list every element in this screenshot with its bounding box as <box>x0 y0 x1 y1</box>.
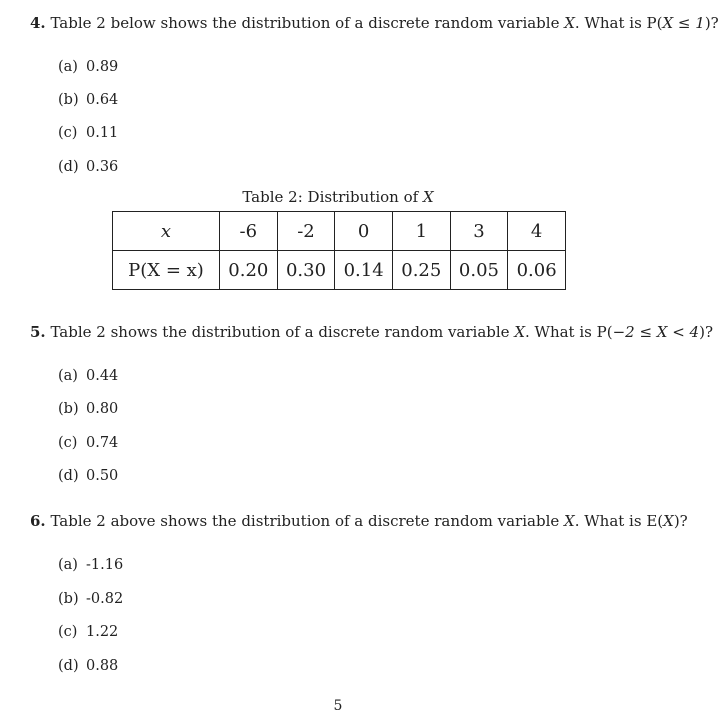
question-text: Table 2 shows the distribution of a discrete random variable <box>50 323 515 341</box>
page-number: 5 <box>333 698 343 714</box>
table-cell: -2 <box>277 212 335 251</box>
question-5 <box>30 323 713 341</box>
option-c: (c) 1.22 <box>58 624 119 640</box>
question-number: 6. <box>30 512 46 530</box>
option-b: (b) -0.82 <box>58 591 124 607</box>
variable: X <box>564 512 575 530</box>
question-text: )? <box>673 512 688 530</box>
variable: X <box>514 323 525 341</box>
table-cell: 0.14 <box>335 251 393 290</box>
table-cell: 0.30 <box>277 251 335 290</box>
math-expression: X <box>663 512 674 530</box>
option-d: (d) 0.36 <box>58 159 119 175</box>
question-text: )? <box>699 323 714 341</box>
option-d: (d) 0.50 <box>58 468 119 484</box>
option-d: (d) 0.88 <box>58 658 119 674</box>
row-header-x: x <box>113 212 220 251</box>
table-cell: 0.20 <box>220 251 278 290</box>
table-cell: 1 <box>392 212 450 251</box>
table-cell: 0.25 <box>392 251 450 290</box>
table-cell: -6 <box>220 212 278 251</box>
option-c: (c) 0.74 <box>58 435 119 451</box>
option-b: (b) 0.64 <box>58 92 119 108</box>
distribution-table <box>112 211 566 290</box>
question-text: )? <box>704 14 719 32</box>
question-number: 4. <box>30 14 46 32</box>
table-row <box>113 212 566 251</box>
option-a: (a) 0.89 <box>58 59 119 75</box>
option-b: (b) 0.80 <box>58 401 119 417</box>
question-4 <box>30 14 719 32</box>
question-text: Table 2 below shows the distribution of a discrete random variable <box>50 14 565 32</box>
variable: X <box>564 14 575 32</box>
math-expression: X ≤ 1 <box>662 14 705 32</box>
question-text: . What is E( <box>574 512 664 530</box>
question-text: Table 2 above shows the distribution of a discrete random variable <box>50 512 565 530</box>
question-text: . What is P( <box>574 14 663 32</box>
question-text: . What is P( <box>525 323 613 341</box>
row-header-prob: P(X = x) <box>113 251 220 290</box>
option-c: (c) 0.11 <box>58 125 119 141</box>
table-cell: 4 <box>508 212 566 251</box>
question-6 <box>30 512 688 530</box>
table-cell: 0 <box>335 212 393 251</box>
math-expression: −2 ≤ X < 4 <box>612 323 700 341</box>
option-a: (a) -1.16 <box>58 557 124 573</box>
option-a: (a) 0.44 <box>58 368 119 384</box>
question-number: 5. <box>30 323 46 341</box>
table-cell: 0.05 <box>450 251 508 290</box>
table-cell: 0.06 <box>508 251 566 290</box>
table-cell: 3 <box>450 212 508 251</box>
table-row <box>113 251 566 290</box>
table-caption: Table 2: Distribution of X <box>242 188 434 206</box>
